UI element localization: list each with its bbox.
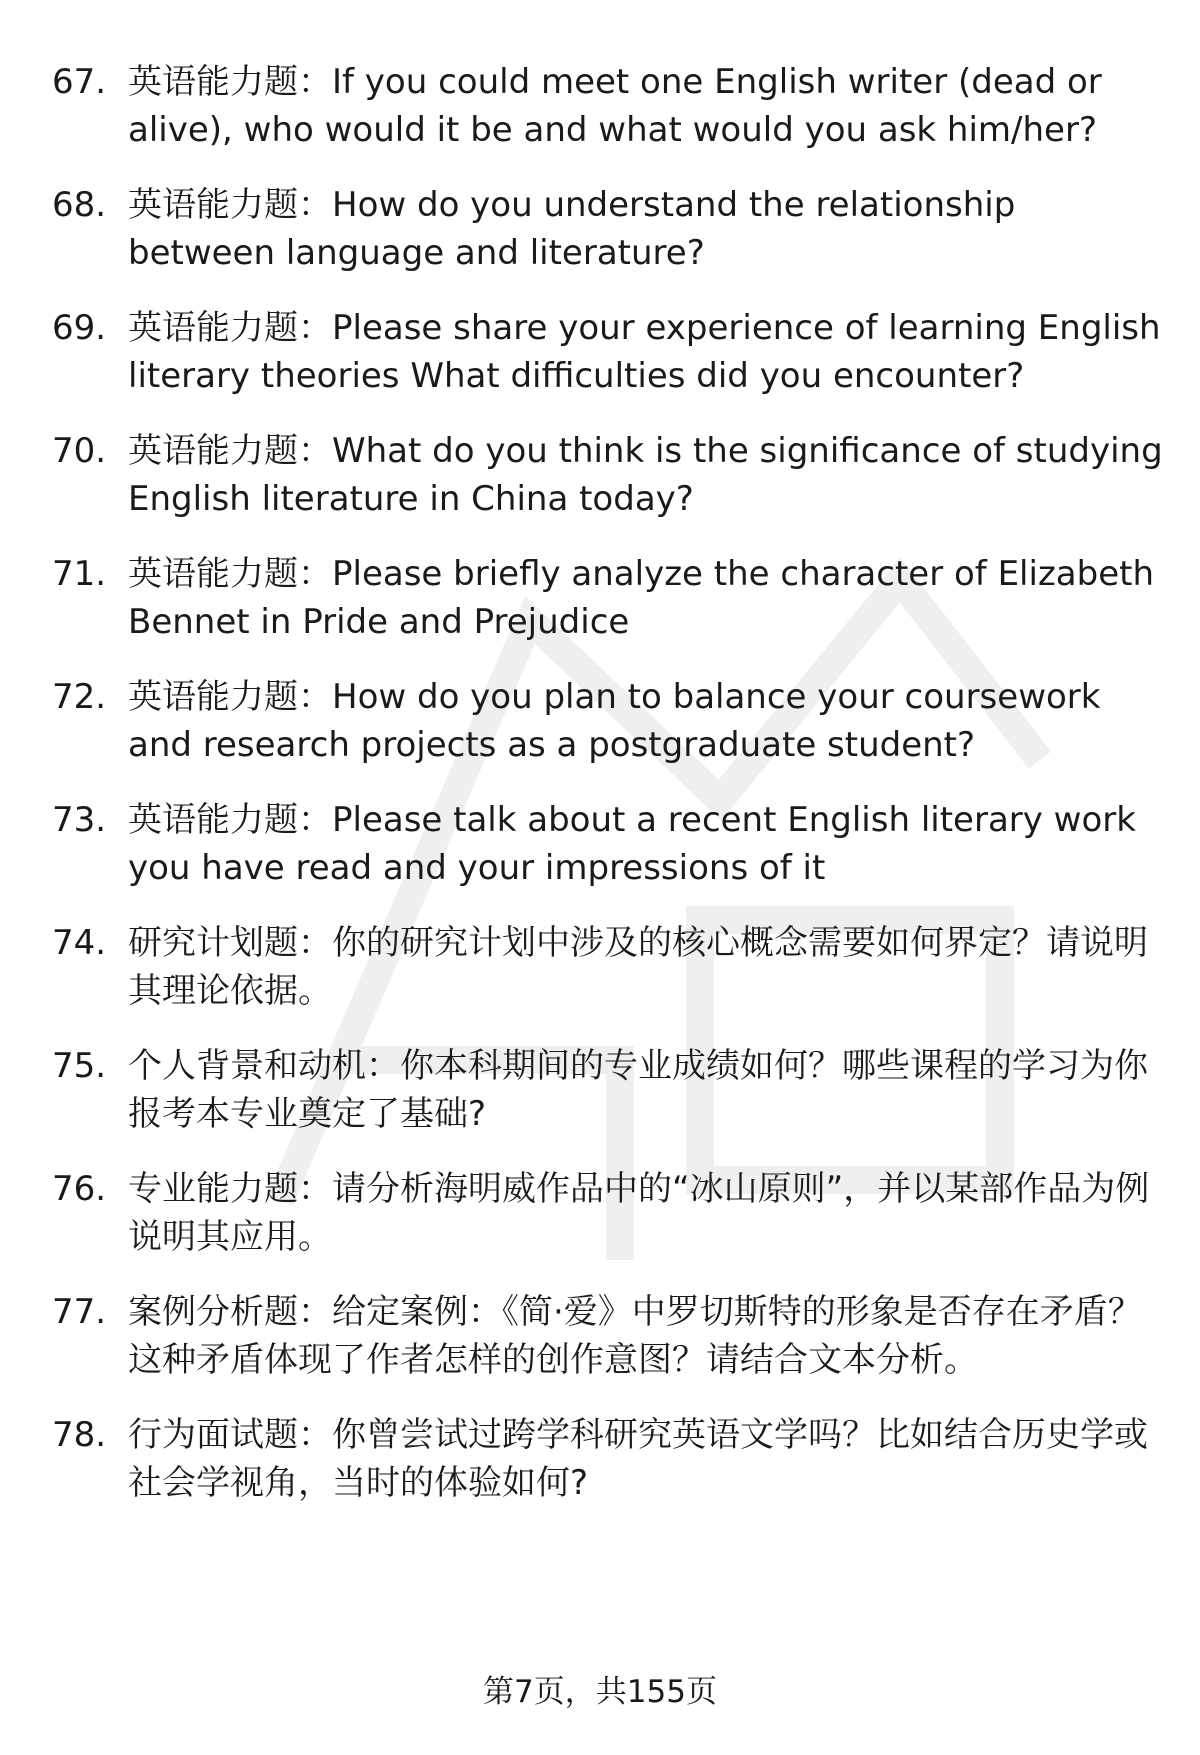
question-item — [0, 919, 1200, 1015]
question-item — [0, 1042, 1200, 1138]
question-number: 71. — [52, 554, 107, 594]
question-number: 70. — [52, 431, 107, 471]
page-footer: 第7页，共155页 — [483, 1674, 717, 1710]
question-item — [0, 1165, 1200, 1261]
question-number: 76. — [52, 1169, 107, 1209]
question-number: 69. — [52, 308, 107, 348]
question-text: 英语能力题：Please share your experience of learning English literary theories What difficulties did you encounter? — [128, 308, 1161, 396]
question-number: 72. — [52, 677, 107, 717]
question-text: 英语能力题：Please talk about a recent English literary work you have read and your impressions of it — [128, 800, 1136, 888]
question-number: 74. — [52, 923, 107, 963]
question-item — [0, 58, 1200, 154]
question-text: 英语能力题：Please briefly analyze the character of Elizabeth Bennet in Pride and Prejudice — [128, 554, 1155, 642]
question-text: 案例分析题：给定案例：《简·爱》中罗切斯特的形象是否存在矛盾？这种矛盾体现了作者怎样的创作意图？请结合文本分析。 — [128, 1292, 1142, 1380]
question-item — [0, 796, 1200, 892]
question-text: 行为面试题：你曾尝试过跨学科研究英语文学吗？比如结合历史学或社会学视角，当时的体验如何? — [128, 1415, 1148, 1503]
question-text: 研究计划题：你的研究计划中涉及的核心概念需要如何界定？请说明其理论依据。 — [128, 923, 1148, 1011]
question-text: 英语能力题：How do you plan to balance your coursework and research projects as a postgraduate student? — [128, 677, 1101, 765]
question-list — [0, 58, 1200, 1534]
question-text: 个人背景和动机：你本科期间的专业成绩如何？哪些课程的学习为你报考本专业奠定了基础? — [128, 1046, 1148, 1134]
question-item — [0, 550, 1200, 646]
question-item — [0, 181, 1200, 277]
question-number: 73. — [52, 800, 107, 840]
question-text: 专业能力题：请分析海明威作品中的“冰山原则”，并以某部作品为例说明其应用。 — [128, 1169, 1150, 1257]
question-text: 英语能力题：What do you think is the significance of studying English literature in China today? — [128, 431, 1163, 519]
question-text: 英语能力题：If you could meet one English writer (dead or alive), who would it be and what would you ask him/her? — [128, 62, 1102, 150]
question-item — [0, 673, 1200, 769]
question-item — [0, 427, 1200, 523]
question-number: 68. — [52, 185, 107, 225]
question-item — [0, 1411, 1200, 1507]
question-number: 75. — [52, 1046, 107, 1086]
question-number: 78. — [52, 1415, 107, 1455]
question-text: 英语能力题：How do you understand the relationship between language and literature? — [128, 185, 1016, 273]
question-number: 67. — [52, 62, 107, 102]
question-item — [0, 1288, 1200, 1384]
question-number: 77. — [52, 1292, 107, 1332]
question-item — [0, 304, 1200, 400]
